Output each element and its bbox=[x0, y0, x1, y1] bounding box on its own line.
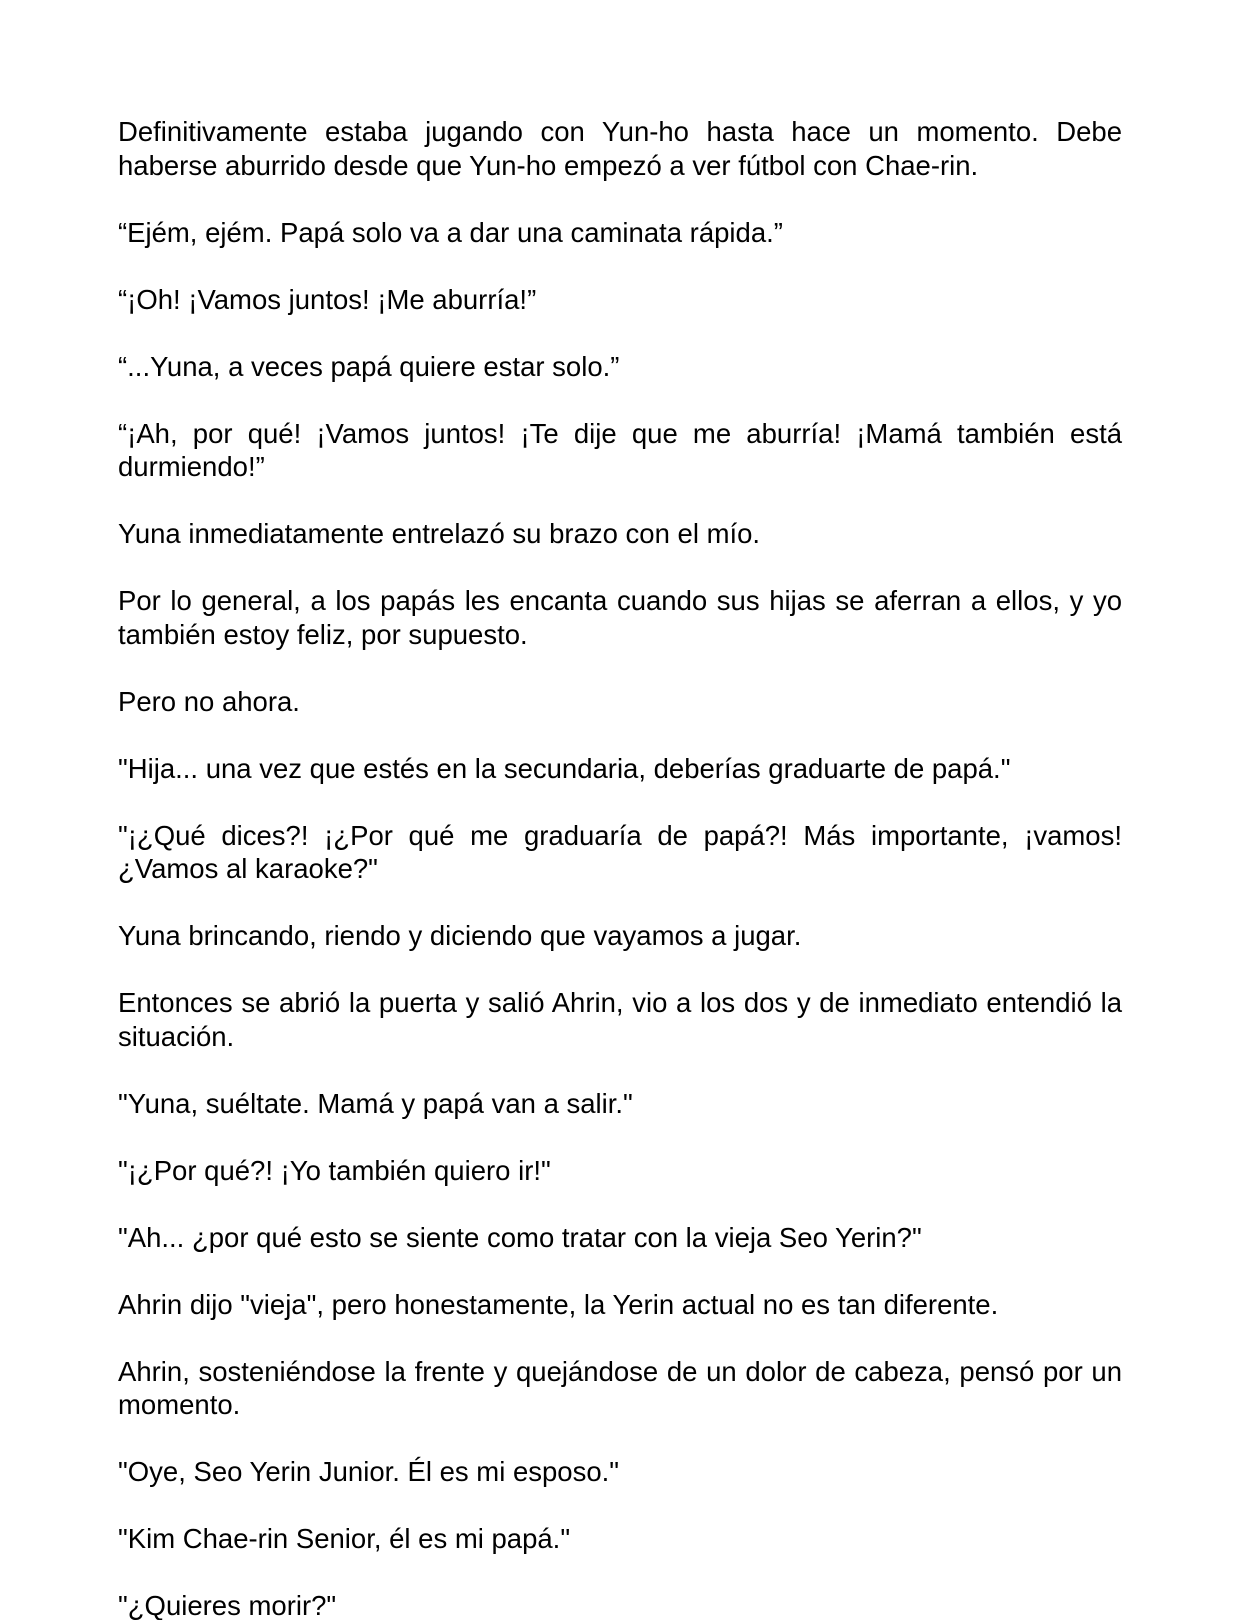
paragraph: "¡¿Qué dices?! ¡¿Por qué me graduaría de papá?! Más importante, ¡vamos! ¿Vamos al karaoke?" bbox=[118, 819, 1122, 884]
paragraph: Pero no ahora. bbox=[118, 685, 300, 717]
paragraph: "Yuna, suéltate. Mamá y papá van a salir." bbox=[118, 1087, 633, 1119]
paragraph: “¡Ah, por qué! ¡Vamos juntos! ¡Te dije que me aburría! ¡Mamá también está durmiendo!” bbox=[118, 417, 1122, 482]
paragraph: Yuna brincando, riendo y diciendo que vayamos a jugar. bbox=[118, 920, 802, 951]
paragraph: "Kim Chae-rin Senior, él es mi papá." bbox=[118, 1523, 571, 1554]
document-body bbox=[118, 115, 1122, 1620]
paragraph: “¡Oh! ¡Vamos juntos! ¡Me aburría!” bbox=[118, 283, 537, 315]
paragraph: Yuna inmediatamente entrelazó su brazo con el mío. bbox=[118, 518, 761, 549]
paragraph: Definitivamente estaba jugando con Yun-ho hasta hace un momento. Debe haberse aburrido desde que Yun-ho empezó a ver fútbol con Chae-rin. bbox=[118, 116, 1122, 181]
paragraph: "¡¿Por qué?! ¡Yo también quiero ir!" bbox=[118, 1154, 551, 1186]
paragraph: "Oye, Seo Yerin Junior. Él es mi esposo." bbox=[118, 1456, 620, 1487]
paragraph: "¿Quieres morir?" bbox=[118, 1590, 337, 1620]
paragraph: “...Yuna, a veces papá quiere estar solo.” bbox=[118, 350, 620, 382]
paragraph: Ahrin dijo "vieja", pero honestamente, la Yerin actual no es tan diferente. bbox=[118, 1288, 999, 1320]
paragraph: "Ah... ¿por qué esto se siente como tratar con la vieja Seo Yerin?" bbox=[118, 1221, 922, 1253]
paragraph: "Hija... una vez que estés en la secundaria, deberías graduarte de papá." bbox=[118, 752, 1011, 784]
paragraph: Por lo general, a los papás les encanta cuando sus hijas se aferran a ellos, y yo también estoy feliz, por supuesto. bbox=[118, 585, 1122, 650]
paragraph: Ahrin, sosteniéndose la frente y quejándose de un dolor de cabeza, pensó por un momento. bbox=[118, 1355, 1122, 1420]
paragraph: Entonces se abrió la puerta y salió Ahrin, vio a los dos y de inmediato entendió la situación. bbox=[118, 987, 1122, 1052]
paragraph: “Ejém, ejém. Papá solo va a dar una caminata rápida.” bbox=[118, 216, 783, 248]
